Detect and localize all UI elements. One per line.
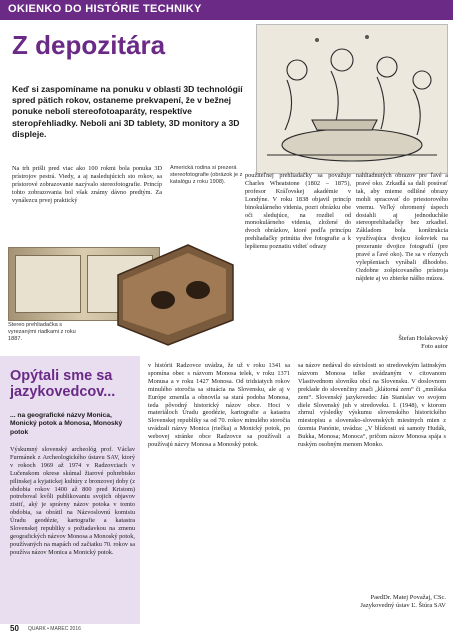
article-signature [360, 335, 448, 351]
article-column-2: použiteľnej prehliadačky sa považuje Charles Wheatstone (1802 – 1875), profesor Kráľovskej akadémie v Londýne. V roku 1838 objavil princíp binokulárneho videnia, pozri obrázku obe oči sledujúce, na rozdiel od monokulárneho videnia, zložené do dvoch obrázkov, ktoré podľa princípu prehliadačky prinútia dve fotografie a k lepšiemu poznatiu vidieť odrazy [245, 172, 351, 251]
quiz-column-3: sa názov nedával do súvislosti so stredovekým latinským názvom Monosa telke uvádzaným v citovanom Vlastivednom slovníku obcí na Slovensku. V doslovnom preklade do slovenčiny znači „klátorná zem“ či „mníšska zem“. Slovenský jazykovedec Ján Stanislav vo svojom diele Slovenský juh v stredoveku. I. (1948), v ktorom zhrnul výsledky výskumu slovenského historického miestopisu a slovensko-slovenských miestnych mien z územia Panónie, uvádza: „V blízkosti sú samoty Hudák, Bukka, Monosa; Monoca“, pričom názov Monosa spája s ruským osobným menom Monko. [298, 362, 446, 449]
article-title: Z depozitára [12, 30, 166, 60]
signature-name: Štefan Holakovský [398, 335, 448, 342]
article-lead: Keď si zaspomíname na ponuku v oblasti 3D technológií spred pätich rokov, ostaneme prekvapení, že v bežnej ponuke neboli stereofotoaparáty, respektíve steropřehliadky. Neboli ani 3D tablety, 3D monitory a 3D displeje. [12, 84, 243, 139]
quiz-column-2: v histórii Radzovce uvádza, že už v roku 1341 sa spomína obec s názvom Monosa telek, v roku 1371 Monusa a v roku 1427 Monosa. Od tridsiatych rokov minulého storočia sa situácia na Slovensku, ale aj v Európe zmenila a obnovila sa stará podoba Monosa, teda pôvodný historický názov obce. Hoci v materiáloch Úradu geodézie, kartografie a katastra Slovenskej republiky sa od 70. rokov minulého storočia uvádzali názvy Monica (riečka) a Monický potok, po webovej stránke obce Radzovce sa používali a používajú názvy Monosa a Monoský potok. [148, 362, 290, 449]
page-number: 50 [10, 624, 19, 633]
stereo-viewer-photo [108, 235, 240, 350]
vintage-family-illustration [256, 24, 448, 174]
figure-caption-card: Stereo prehliadačka s vyrezanými riadkami z roku 1887. [8, 322, 76, 342]
magazine-footer: QUARK • MAREC 2016 [28, 626, 81, 632]
signature-role: Foto autor [421, 343, 448, 350]
figure-caption-top: Americká rodina si prezerá stereofotografie (obrázok je z katalógu z roku 1908). [170, 165, 243, 185]
quiz-column-1: Výskumný slovenský archeológ prof. Václav Furmánek z Archeologického ústavu SAV, ktorý v rokoch 1969 až 1974 v Radzovciach v Lučenskom okrese skúmal žiarové pohrebisko pilinskej a kyjatickej kultúry z bronzovej doby (z obdobia rokov 1400 až 800 pred Kristom) potreboval kvôli publikovaniu svojich objavov zistiť, aký je správny názov potoka v tomto obdobia, sa obrátil na Názvoslovnú komisiu Úradu geodézie, kartografie a katastra Slovenskej republiky s požiadavkou na zmenu geografických názvov Monosa a Monoský potok, používaných na mapách od začiatku 70. rokov sa používa názov Monica a Monický potok. [10, 446, 135, 556]
article-column-1: Na trh prišli pred viac ako 100 rokmi bola ponuka 3D prístrojov pestrá. Viedy, a aj nasledujúcich sto rokov, sa prístorové zobrazovanie nazývalo stereofotografie. Princíp tohto zobrazovania bol však známy dávno predtým. Za vynálezcu prvej praktický [12, 165, 162, 204]
section-header-title: OKIENKO DO HISTÓRIE TECHNIKY [8, 3, 202, 15]
article-column-3: nahliadnutých obrazov pre ľavé a pravé oko. Zrkadlá sa dali posúvať tak, aby mieme odlišné obrazy mohli spracovať do priestorového vnemu. Veľký ohromený úspech dosiahli aj jednoduchšie stereoprehliadačky bez zrkadiel. Základom bola konštrukcia využívajúca dvojicu šošoviek na prezeranie dvojice fotografií (pre pravé a ľavé oko). Tie sa v rôznych vylepšeniach vyrábali dlhodobo. Ozdobne zošpicovaného prístroja nájdete aj vo zbierke nášho múzea. [356, 172, 448, 282]
quiz-title: Opýtali sme sa jazykovedcov... [10, 368, 116, 400]
quiz-signature-name: PaedDr. Matej Považaj, CSc. [370, 594, 446, 601]
quiz-signature-role: Jazykovedný ústav Ľ. Štúra SAV [360, 602, 446, 609]
quiz-signature [300, 594, 446, 610]
quiz-subtitle: ... na geografické názvy Monica, Monický potok a Monosa, Monoský potok [10, 412, 123, 436]
